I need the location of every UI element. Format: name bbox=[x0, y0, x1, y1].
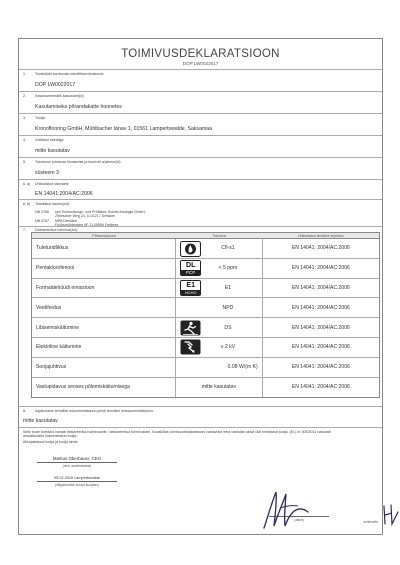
section-6a: 6. a) Ühtlustatud standard: EN 14041:2004/AC:2006 bbox=[19, 179, 382, 199]
section-8-value: mitte kasutatav bbox=[23, 418, 58, 424]
section-4-value: mitte kasutatav bbox=[35, 148, 70, 154]
conformity-statement: Selle toote toimivus vastab deklareeritud toimivusele / deklareeritud toimivustele. Kooskõlas toimivusdeklaratsiooni vastavuse eest vastutab ainult ülal nimetatud tootja. (EL) nr 305/2011 vastutab bbox=[23, 430, 331, 434]
notified-body-2: NB 0767 MPA Dresden, Fuchsmühlenweg 6F, D-09599 Freiberg bbox=[35, 218, 119, 228]
section-2: 2. Kasutuseesmärk kasutused(d): Kasutamiseks põrandakatte hoonetes bbox=[19, 91, 382, 113]
margin-initials-icon bbox=[382, 502, 400, 528]
signed-for-label: Allkirjastanud tootja ja tootja nimel: bbox=[23, 440, 79, 444]
table-row: Formaldehüüdi emissioon E1 HCHO E1 EN 14041: 2004/AC:2006 bbox=[32, 279, 379, 299]
section-3: 3. Tootja: Kronoflooring GmbH, Mühlbacher tänav 1, 01561 Lampertswalde, Saksamaa bbox=[19, 113, 382, 135]
section-2-value: Kasutamiseks põrandakatte hoonetes bbox=[35, 104, 122, 110]
signature-caption-block: (allkiri) bbox=[269, 516, 329, 522]
table-row: Soojajuhtivus 0.08 W/(m K) EN 14041: 2004/AC:2006 bbox=[32, 358, 379, 378]
document-subtitle: DOP LW0022017 bbox=[182, 61, 219, 66]
section-6a-value: EN 14041:2004/AC:2006 bbox=[35, 191, 93, 197]
e1-icon: E1 HCHO bbox=[180, 280, 201, 296]
table-row: Libisemiskäitumine DS EN 14041: 2004/AC:2006 bbox=[32, 318, 379, 338]
date-place: 05.02.2016 Lampertswalde bbox=[54, 476, 100, 480]
page-reference: seite/seite bbox=[363, 520, 378, 524]
electric-icon bbox=[180, 339, 201, 355]
notified-body-1: NB 0766 eph Entwicklungs- und Prüflabor Holztechnologie GmbH, Zellescher Weg 24, D-01217 Dresden bbox=[35, 210, 146, 219]
section-8: 8. Asjakohane tehniline dokumentatsioon ja/või tehniline eridokumentatsioon: mitte kasutatav bbox=[19, 406, 382, 427]
section-4: 4. Volitatud esindaja: mitte kasutatav bbox=[19, 135, 382, 157]
signatory-block: Markus Oberbauer, CEO (nimi, ametinimetus) bbox=[37, 456, 117, 468]
fire-icon bbox=[180, 241, 201, 257]
section-5-value: süsteem 3 bbox=[35, 170, 59, 176]
statement-block: Selle toote toimivus vastab deklareeritud toimivusele / deklareeritud toimivustele. Kooskõlas toimivusdeklaratsiooni vastavuse eest vastutab ainult ülal nimetatud tootja. (EL) nr 305/2011 vastutab ainuisikuliselt ülalnimetatud tootja. Allkirjastanud tootja ja tootja nimel: Markus Oberbauer, CEO (nimi, ametinimetus) 05.02.2016 Lampertswalde (väljaandmise koht ja kuupäev) (allkiri) seite/seite bbox=[19, 427, 382, 535]
signatory-name: Markus Oberbauer, CEO bbox=[52, 456, 102, 461]
table-row: Pentaklorofenool DL PCP < 5 ppm EN 14041: 2004/AC:2006 bbox=[32, 259, 379, 279]
slip-icon bbox=[180, 320, 201, 336]
section-1: 1. Tootetüübi kordumatu identifitseerimiskood: DOP LW0022017 bbox=[19, 69, 382, 91]
performance-table bbox=[31, 232, 380, 398]
table-row: Elektriline käitumine ≤ 2 kV EN 14041: 2004/AC:2006 bbox=[32, 338, 379, 358]
section-1-value: DOP LW0022017 bbox=[35, 82, 76, 88]
section-7: 7. Deklareeritud toimivus(ed): bbox=[19, 226, 382, 406]
table-header: Põhiomadused Toimivus Ühtlustatud tehniline kirjeldus bbox=[32, 233, 379, 239]
handwritten-signature-icon bbox=[258, 488, 328, 532]
section-6b: 6. b) Teavitatud asutus(ed): NB 0766 eph Entwicklungs- und Prüflabor Holztechnologie GmbH, Zellescher Weg 24, D-01217 Dresden NB 0767 MPA Dresden, Fuchsmühlenweg 6F, D-09599 Freiberg bbox=[19, 199, 382, 226]
table-row: Tuletundlikkus Cfl-s1 EN 14041: 2004/AC:2006 bbox=[32, 239, 379, 259]
date-place-block: 05.02.2016 Lampertswalde (väljaandmise koht ja kuupäev) bbox=[37, 476, 117, 487]
section-5: 5. Toimivuse püsivuse hindamise ja kontrolli süsteem(id): süsteem 3 bbox=[19, 157, 382, 179]
notified-body-list bbox=[35, 210, 146, 228]
section-3-value: Kronoflooring GmbH, Mühlbacher tänav 1, 01561 Lampertswalde, Saksamaa bbox=[35, 126, 213, 132]
table-row: Vastupidavus seoses põlemiskäitumisega mitte kasutatav EN 14041: 2004/AC:2006 bbox=[32, 378, 379, 398]
dl-pcp-icon: DL PCP bbox=[180, 260, 201, 276]
table-row: Veetihedus NPD EN 14041: 2004/AC:2006 bbox=[32, 298, 379, 318]
document-title: TOIMIVUSDEKLARATSIOON bbox=[121, 48, 280, 60]
declaration-document bbox=[18, 38, 383, 535]
